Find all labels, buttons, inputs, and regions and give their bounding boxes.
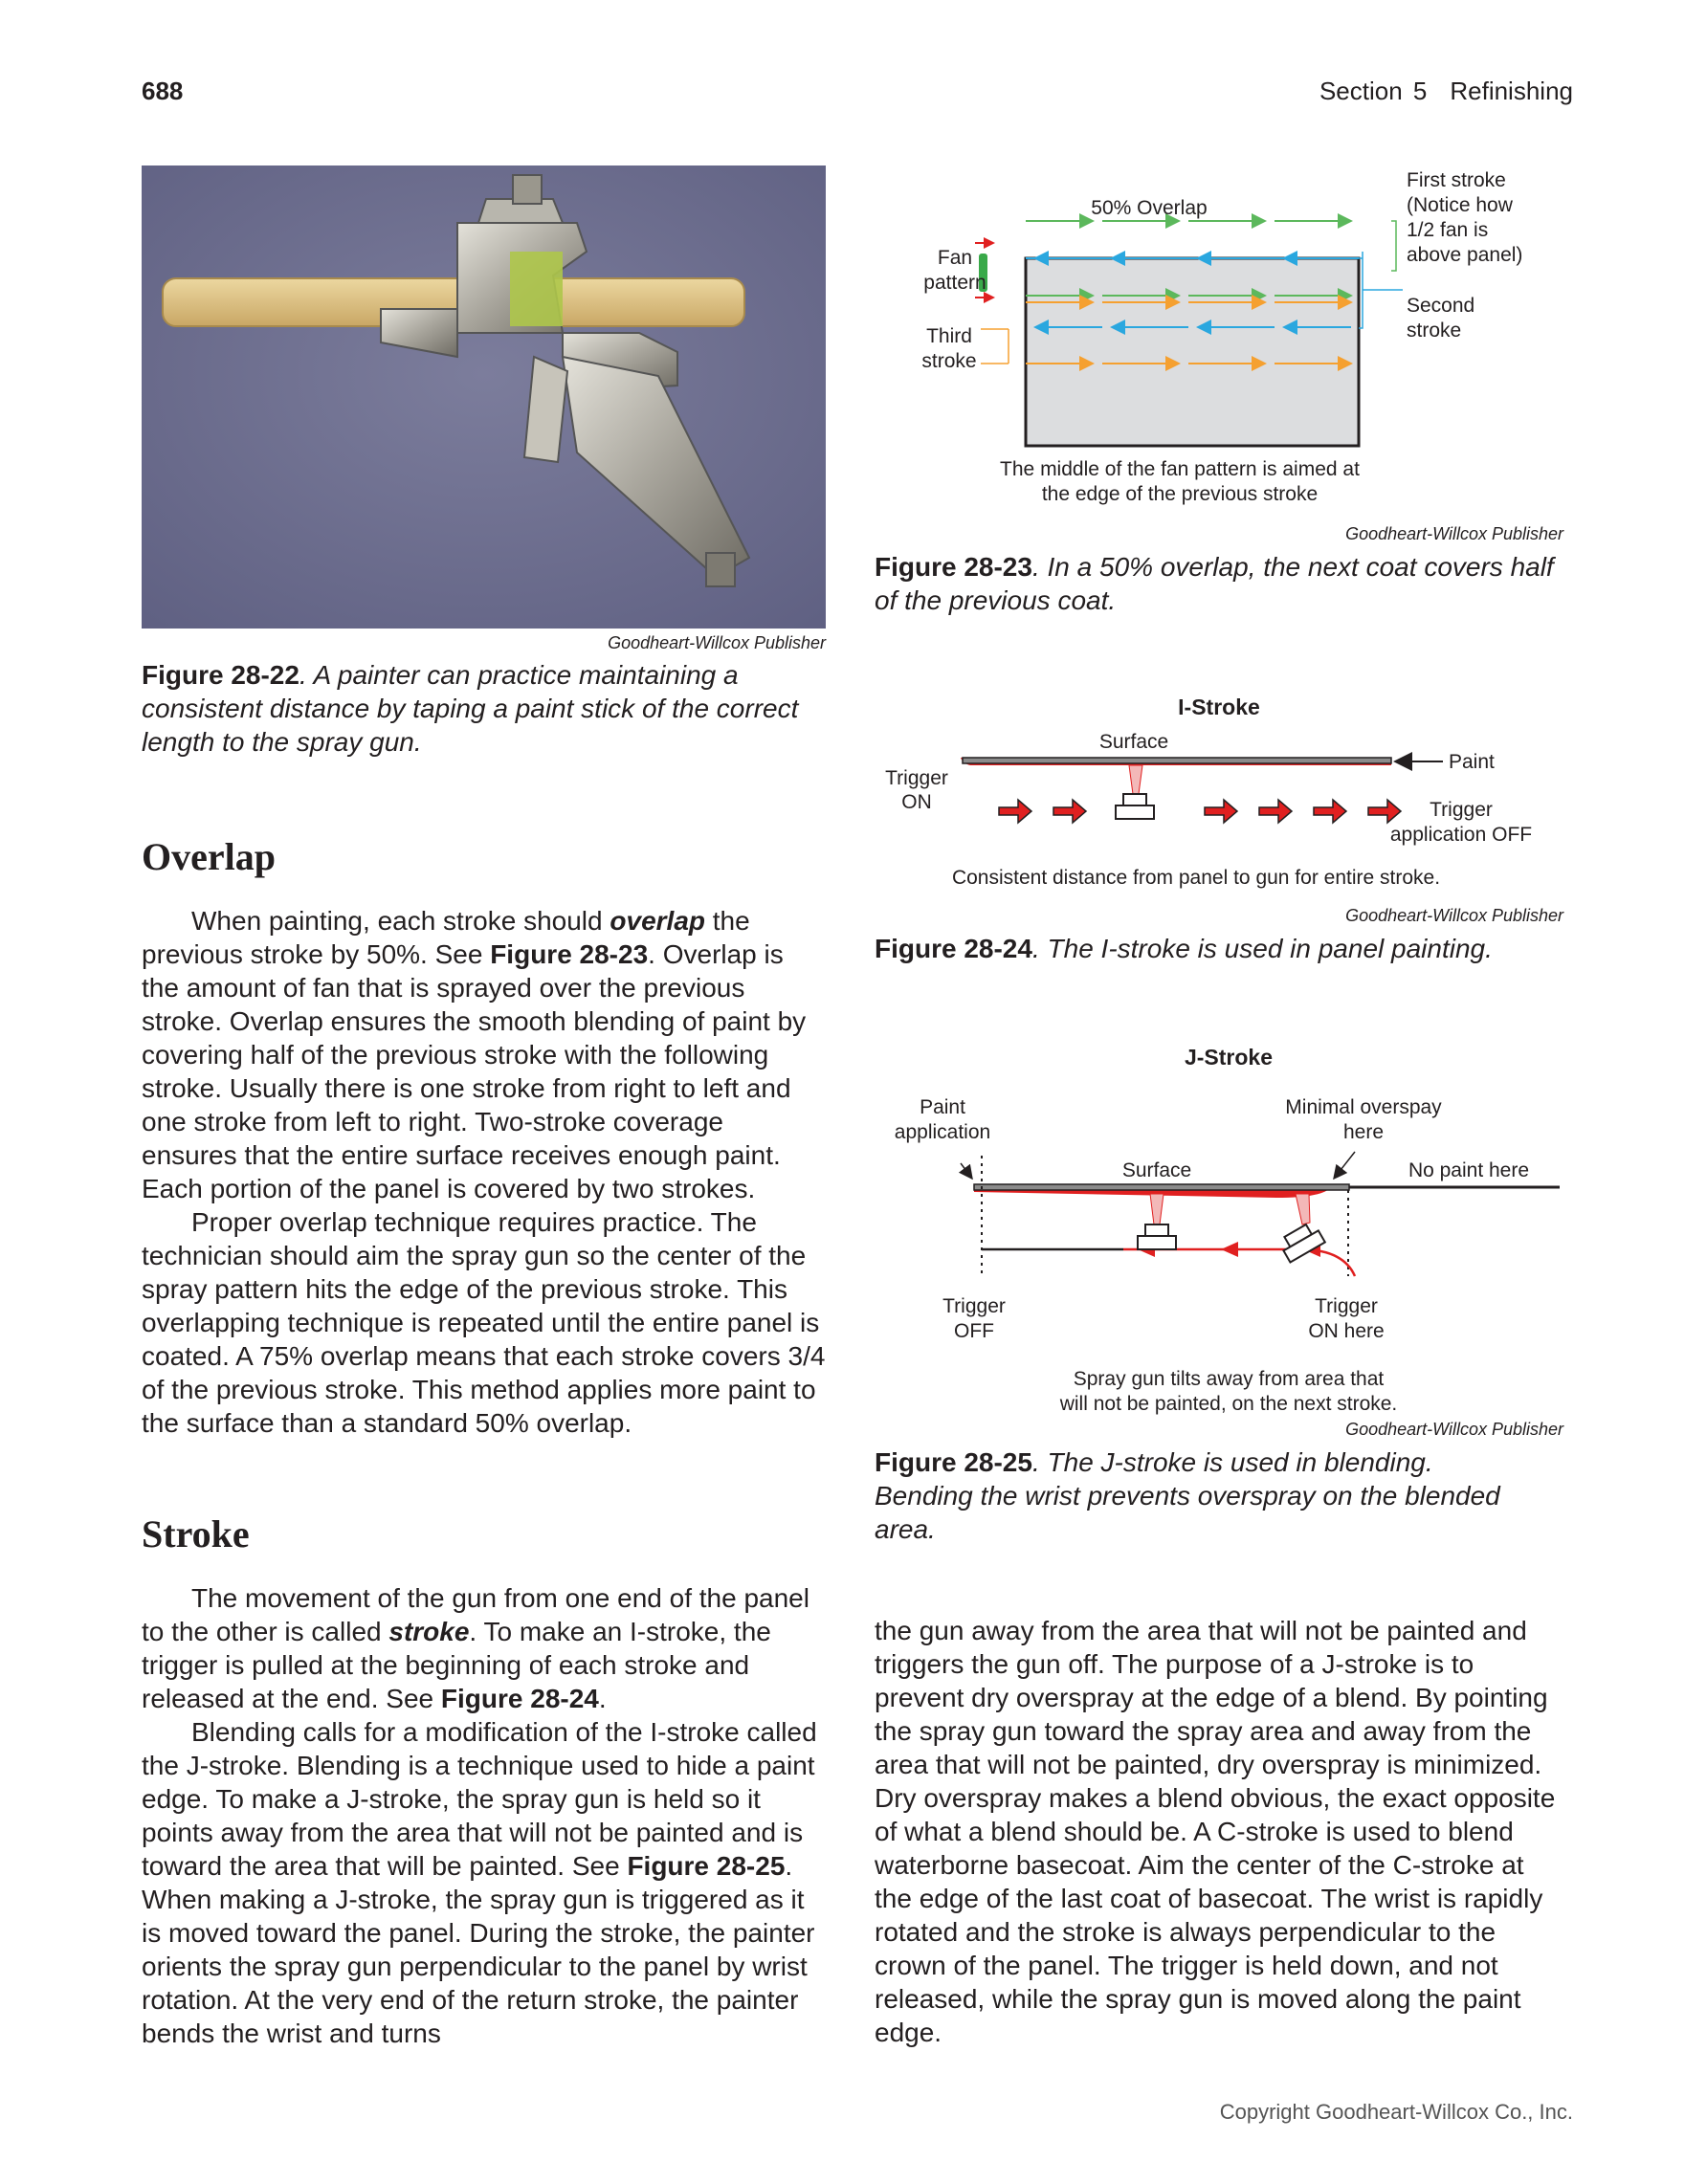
istroke-surface: Surface xyxy=(1098,731,1169,753)
fig25-ref: Figure 28-25 xyxy=(627,1851,786,1881)
jstroke-trigger-off-1: Trigger xyxy=(942,1295,1006,1317)
third-label-2: stroke xyxy=(921,350,977,372)
fig24-label: Figure 28-24 xyxy=(875,934,1032,963)
fan-label-2: pattern xyxy=(923,272,987,294)
fig22-text: . A painter can practice maintaining a consistent distance by taping a paint stick of the correct length to the spray gun. xyxy=(142,660,799,757)
fig24-caption xyxy=(875,932,1563,965)
stroke-term: stroke xyxy=(388,1617,470,1646)
fig23-bottom-1: The middle of the fan pattern is aimed at xyxy=(1000,458,1360,480)
istroke-trigger-on-2: ON xyxy=(901,791,932,813)
jstroke-title: J-Stroke xyxy=(1184,1045,1274,1070)
fig23-caption xyxy=(875,550,1563,617)
fig25-label: Figure 28-25 xyxy=(875,1447,1032,1477)
overlap-label: 50% Overlap xyxy=(1091,197,1208,219)
fig22-credit: Goodheart-Willcox Publisher xyxy=(608,633,826,652)
fig24-text: . The I-stroke is used in panel painting. xyxy=(1031,934,1493,963)
stroke-paragraph-1: The movement of the gun from one end of the panel to the other is called stroke. To make an I-stroke, the trigger is pulled at the beginning of each stroke and released at the end. See Figure 28-24. xyxy=(142,1583,809,1713)
stroke-paragraph-3: the gun away from the area that will not be painted and triggers the gun off. The purpose of a J-stroke is to prevent dry overspray at the edge of a blend. By pointing the spray gun toward the spray area and away from the area that will not be painted, dry overspray is minimized. Dry overspray makes a blend obvious, the exact opposite of what a blend should be. A C-stroke is used to blend waterborne basecoat. Aim the center of the C-stroke at the edge of the last coat of basecoat. The wrist is rapidly rotated and the stroke is always perpendicular to the crown of the panel. The trigger is held down, and not released, while the spray gun is moved along the paint edge. xyxy=(875,1616,1556,2047)
copyright: Copyright Goodheart-Willcox Co., Inc. xyxy=(1219,2100,1573,2124)
spray-gun-photo xyxy=(142,165,826,629)
jstroke-trigger-on-2: ON here xyxy=(1308,1320,1385,1342)
fig23-bottom-2: the edge of the previous stroke xyxy=(1041,483,1319,505)
fig23-credit: Goodheart-Willcox Publisher xyxy=(1345,524,1563,543)
running-header xyxy=(1319,77,1573,106)
istroke-trigger-off-1: Trigger xyxy=(1430,799,1493,821)
jstroke-paint-app-2: application xyxy=(894,1121,991,1143)
first-label-1: First stroke xyxy=(1407,169,1506,191)
second-label-1: Second xyxy=(1407,295,1475,317)
jstroke-minimal-1: Minimal overspay xyxy=(1285,1096,1442,1118)
fig24-ref: Figure 28-24 xyxy=(440,1684,599,1713)
section-title: Refinishing xyxy=(1450,77,1573,105)
fig25-text: . The J-stroke is used in blending. Bending the wrist prevents overspray on the blended area. xyxy=(875,1447,1500,1544)
fig25-credit: Goodheart-Willcox Publisher xyxy=(1345,1420,1563,1439)
istroke-trigger-on-1: Trigger xyxy=(885,767,948,789)
stroke-continued xyxy=(875,1614,1563,2049)
first-label-4: above panel) xyxy=(1407,244,1523,266)
overlap-heading: Overlap xyxy=(142,835,276,878)
jstroke-trigger-off-2: OFF xyxy=(954,1320,994,1342)
fig22-caption xyxy=(142,658,811,759)
fan-label-1: Fan xyxy=(937,247,973,269)
overlap-paragraph-1: When painting, each stroke should overlap the previous stroke by 50%. See Figure 28-23. Overlap is the amount of fan that is sprayed over the previous stroke. Overlap ensures the smooth blending of paint by covering half of the previous stroke with the following stroke. Usually there is one stroke from right to left and one stroke from left to right. Two-stroke coverage ensures that the entire surface receives enough paint. Each portion of the panel is covered by two strokes. xyxy=(142,906,807,1203)
istroke-paint: Paint xyxy=(1449,751,1495,773)
overlap-paragraph-2: Proper overlap technique requires practice. The technician should aim the spray gun so the center of the spray pattern hits the edge of the previous stroke. This overlapping technique is repeated until the entire panel is coated. A 75% overlap means that each stroke covers 3/4 of the previous stroke. This method applies more paint to the surface than a standard 50% overlap. xyxy=(142,1207,826,1438)
stroke-body xyxy=(142,1581,826,2050)
stroke-paragraph-2: Blending calls for a modification of the I-stroke called the J-stroke. Blending is a technique used to hide a paint edge. To make a J-stroke, the spray gun is held so it points away from the area that will not be painted and is toward the area that will be painted. See Figure 28-25. When making a J-stroke, the spray gun is triggered as it is moved toward the panel. During the stroke, the painter orients the spray gun perpendicular to the panel by wrist rotation. At the very end of the return stroke, the painter bends the wrist and turns xyxy=(142,1717,817,2048)
jstroke-paint-app-1: Paint xyxy=(920,1096,965,1118)
figure-28-24 xyxy=(875,687,1563,897)
third-label-1: Third xyxy=(926,325,972,347)
jstroke-trigger-on-1: Trigger xyxy=(1315,1295,1378,1317)
fig22-label: Figure 28-22 xyxy=(142,660,299,690)
first-label-3: 1/2 fan is xyxy=(1407,219,1489,241)
overlap-body xyxy=(142,904,826,1440)
fig25-caption xyxy=(875,1445,1506,1546)
page-number: 688 xyxy=(142,77,184,105)
first-label-2: (Notice how xyxy=(1407,194,1513,216)
fig23-label: Figure 28-23 xyxy=(875,552,1032,582)
fig23-text: . In a 50% overlap, the next coat covers half of the previous coat. xyxy=(875,552,1554,615)
jstroke-no-paint: No paint here xyxy=(1408,1159,1530,1181)
section-number: Section 5 xyxy=(1319,77,1428,105)
istroke-trigger-off-2: application OFF xyxy=(1389,824,1533,846)
figure-28-23 xyxy=(875,161,1563,515)
istroke-bottom: Consistent distance from panel to gun for entire stroke. xyxy=(951,867,1441,889)
figure-28-25 xyxy=(875,1037,1563,1420)
jstroke-surface: Surface xyxy=(1121,1159,1192,1181)
fig24-credit: Goodheart-Willcox Publisher xyxy=(1345,906,1563,925)
jstroke-bottom-2: will not be painted, on the next stroke. xyxy=(1059,1393,1398,1415)
jstroke-bottom-1: Spray gun tilts away from area that xyxy=(1073,1368,1385,1390)
fig23-ref: Figure 28-23 xyxy=(490,939,649,969)
overlap-term: overlap xyxy=(610,906,705,936)
jstroke-minimal-2: here xyxy=(1342,1121,1385,1143)
istroke-title: I-Stroke xyxy=(1178,695,1260,719)
second-label-2: stroke xyxy=(1407,320,1462,342)
stroke-heading: Stroke xyxy=(142,1512,250,1555)
